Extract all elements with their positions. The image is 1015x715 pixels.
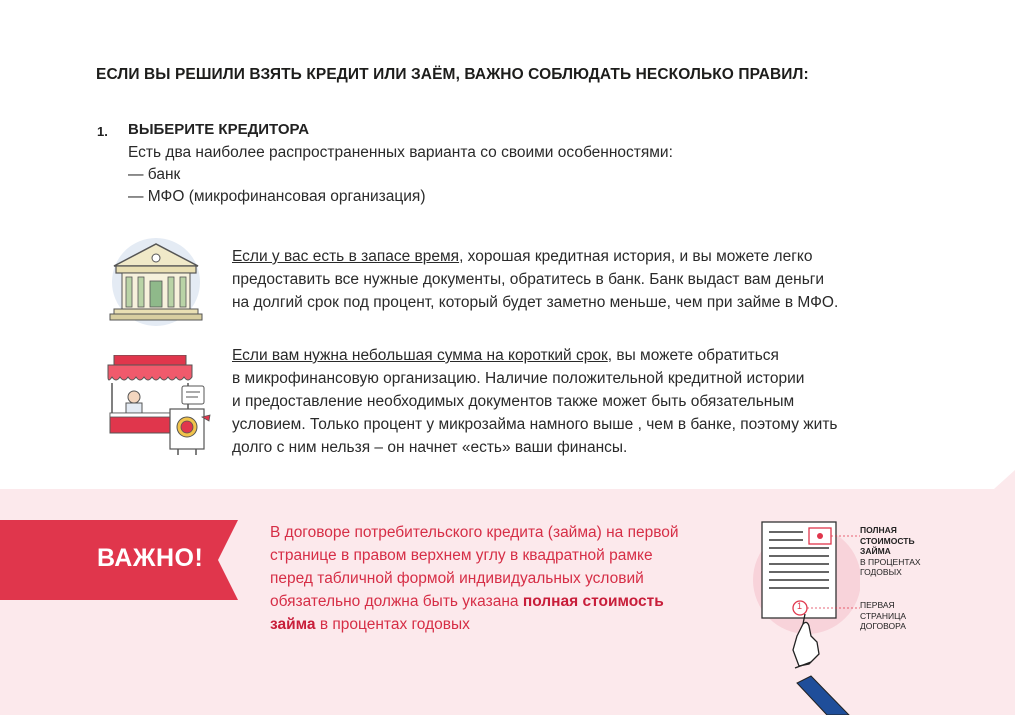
mfo-line: в микрофинансовую организацию. Наличие положительной кредитной истории <box>232 370 805 387</box>
label-line: ЗАЙМА <box>860 546 891 556</box>
label-line: ПЕРВАЯ <box>860 600 895 610</box>
mfo-line1-rest: , вы можете обратиться <box>607 347 779 364</box>
contract-document-icon <box>745 518 860 715</box>
label-line: СТРАНИЦА <box>860 610 907 621</box>
mfo-paragraph <box>232 344 838 459</box>
bank-line: на долгий срок под процент, который будет заметно меньше, чем при займе в МФО. <box>232 294 839 311</box>
corner-decoration <box>960 470 1015 510</box>
bank-paragraph <box>232 245 838 314</box>
step-number: 1. <box>97 124 108 139</box>
bank-underlined: Если у вас есть в запасе время <box>232 248 460 265</box>
label-line: В ПРОЦЕНТАХ <box>860 556 921 567</box>
mfo-line <box>232 344 838 367</box>
step-description <box>128 142 673 208</box>
note-line: В договоре потребительского кредита (займа) на первой <box>270 524 679 541</box>
note-line5-rest: в процентах годовых <box>315 616 470 633</box>
label-line: СТОИМОСТЬ <box>860 535 915 546</box>
mfo-line: долго с ним нельзя – он начнет «есть» ваши финансы. <box>232 439 628 456</box>
mfo-underlined: Если вам нужна небольшая сумма на короткий срок <box>232 347 608 364</box>
note-bold: полная стоимость <box>522 593 664 610</box>
mfo-kiosk-icon <box>106 355 211 457</box>
contract-page-number: 1 <box>797 601 803 611</box>
label-full-cost <box>860 525 921 578</box>
important-label: ВАЖНО! <box>97 544 204 572</box>
bank-line: предоставить все нужные документы, обратитесь в банк. Банк выдаст вам деньги <box>232 271 825 288</box>
step-line: — банк <box>128 166 181 183</box>
note-line <box>270 613 760 636</box>
label-line: ДОГОВОРА <box>860 621 906 631</box>
step-line: — МФО (микрофинансовая организация) <box>128 188 426 205</box>
important-note <box>270 521 760 636</box>
step-title: ВЫБЕРИТЕ КРЕДИТОРА <box>128 121 310 138</box>
note-line: странице в правом верхнем углу в квадратной рамке <box>270 547 653 564</box>
note-line: перед табличной формой индивидуальных условий <box>270 570 644 587</box>
label-first-page <box>860 600 906 632</box>
page-heading: ЕСЛИ ВЫ РЕШИЛИ ВЗЯТЬ КРЕДИТ ИЛИ ЗАЁМ, ВАЖНО СОБЛЮДАТЬ НЕСКОЛЬКО ПРАВИЛ: <box>96 66 809 83</box>
note-line4-prefix: обязательно должна быть указана <box>270 593 523 610</box>
bank-line <box>232 245 838 268</box>
note-line <box>270 590 760 613</box>
label-line: ПОЛНАЯ <box>860 525 897 535</box>
bank-building-icon <box>106 236 206 326</box>
bank-line1-rest: , хорошая кредитная история, и вы можете легко <box>459 248 813 265</box>
label-line: ГОДОВЫХ <box>860 567 902 577</box>
note-bold: займа <box>270 616 316 633</box>
step-line: Есть два наиболее распространенных варианта со своими особенностями: <box>128 144 673 161</box>
mfo-line: и предоставление необходимых документов также может быть обязательным <box>232 393 795 410</box>
mfo-line: условием. Только процент у микрозайма намного выше , чем в банке, поэтому жить <box>232 416 838 433</box>
